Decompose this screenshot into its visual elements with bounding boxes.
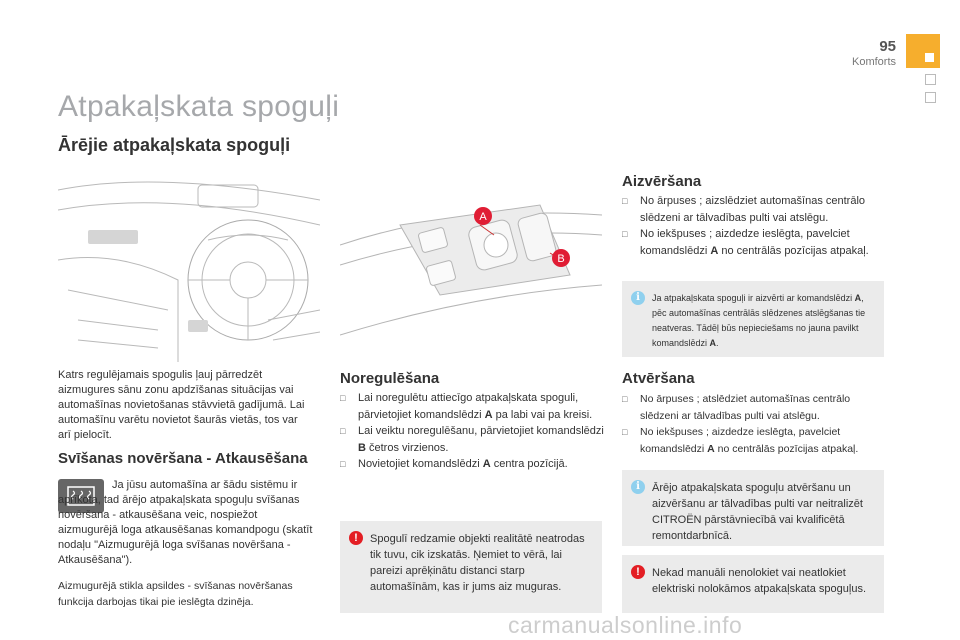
info-icon: i — [631, 480, 645, 494]
fold-heading: Aizvēršana — [622, 173, 702, 190]
unfold-item: □ No ārpuses ; atslēdziet automašīnas centrālo slēdzeni ar tālvadības pulti vai atslēgu. — [622, 391, 890, 424]
section-name: Komforts — [851, 56, 896, 68]
callout-b: B — [557, 253, 565, 265]
unfold-heading: Atvēršana — [622, 370, 695, 387]
info-box-fold — [622, 281, 884, 357]
defog-note: Aizmugurējā stikla apsildes - svīšanas novēršanas funkcija darbojas tikai pie ieslēgta dzinēja. — [58, 580, 293, 608]
warning-box-manual — [622, 555, 884, 613]
fold-list — [622, 193, 890, 259]
adjust-list — [340, 390, 605, 473]
section-tab-active[interactable] — [906, 34, 940, 68]
warning-icon: ! — [349, 531, 363, 545]
warning-box-distance — [340, 521, 602, 613]
callout-a: A — [479, 211, 487, 223]
info-icon: i — [631, 291, 645, 305]
adjust-item: □ Lai noregulētu attiecīgo atpakaļskata spoguli, pārvietojiet komandslēdzi A pa labi vai pa kreisi. — [340, 390, 605, 423]
defog-heading: Svīšanas novēršana - Atkausēšana — [58, 450, 308, 467]
section-tab[interactable] — [925, 74, 936, 85]
watermark: carmanualsonline.info — [508, 612, 743, 638]
adjust-item: □ Lai veiktu noregulēšanu, pārvietojiet komandslēdzi B četros virzienos. — [340, 423, 605, 456]
page-number: 95 — [879, 38, 896, 55]
warning-icon: ! — [631, 565, 645, 579]
unfold-list — [622, 391, 890, 457]
section-tab[interactable] — [925, 92, 936, 103]
page-title: Atpakaļskata spoguļi — [58, 90, 340, 123]
info-text: Ja atpakaļskata spoguļi ir aizvērti ar komandslēdzi A, pēc automašīnas centrālās slēdzenes atslēgšanas tie neatveras. Tādēļ būs nepieciešams no jauna pavilkt komandslēdzi A. — [652, 293, 866, 348]
info-box-unfold — [622, 470, 884, 546]
info-text: Ārējo atpakaļskata spoguļu atvēršanu un aizvēršanu ar tālvadības pulti var neitralizēt CITROËN pārstāvniecībā vai kvalificētā remontdarbnīcā. — [652, 482, 863, 542]
adjust-item: □ Novietojiet komandslēdzi A centra pozīcijā. — [340, 456, 605, 473]
unfold-item: □ No iekšpuses ; aizdedze ieslēgta, pavelciet komandslēdzi A no centrālās pozīcijas atpakaļ. — [622, 424, 890, 457]
intro-text: Katrs regulējamais spogulis ļauj pārredzēt aizmugures sānu zonu apdzīšanas situācijas vai automašīnas novietošanas stāvvietā gadījumā. Lai automašīnu varētu novietot šaurās vietās, tos var arī pielocīt. — [58, 369, 305, 441]
section-subtitle: Ārējie atpakaļskata spoguļi — [58, 135, 291, 155]
dashboard-illustration — [58, 170, 320, 362]
mirror-control-illustration — [340, 175, 602, 363]
fold-item: □ No ārpuses ; aizslēdziet automašīnas centrālo slēdzeni ar tālvadības pulti vai atslēgu. — [622, 193, 890, 226]
warning-text: Spogulī redzamie objekti realitātē neatrodas tik tuvu, cik izskatās. Ņemiet to vērā, lai pareizi aprēķinātu distanci starp automašīnām, kas ir jums aiz muguras. — [370, 533, 585, 593]
defog-text: Ja jūsu automašīna ar šādu sistēmu ir aprīkota, tad ārējo atpakaļskata spoguļu svīšanas novēršana - atkausēšana veic, nospiežot aizmugurējā loga atkausēšanas komandpogu (skatīt nodaļu "Aizmugurējā loga svīšanas novēršana - Atkausēšana"). — [58, 479, 313, 566]
warning-text: Nekad manuāli nenolokiet vai neatlokiet elektriski nolokāmos atpakaļskata spoguļus. — [652, 567, 867, 595]
fold-item: □ No iekšpuses ; aizdedze ieslēgta, pavelciet komandslēdzi A no centrālās pozīcijas atpakaļ. — [622, 226, 890, 259]
adjust-heading: Noregulēšana — [340, 370, 440, 387]
